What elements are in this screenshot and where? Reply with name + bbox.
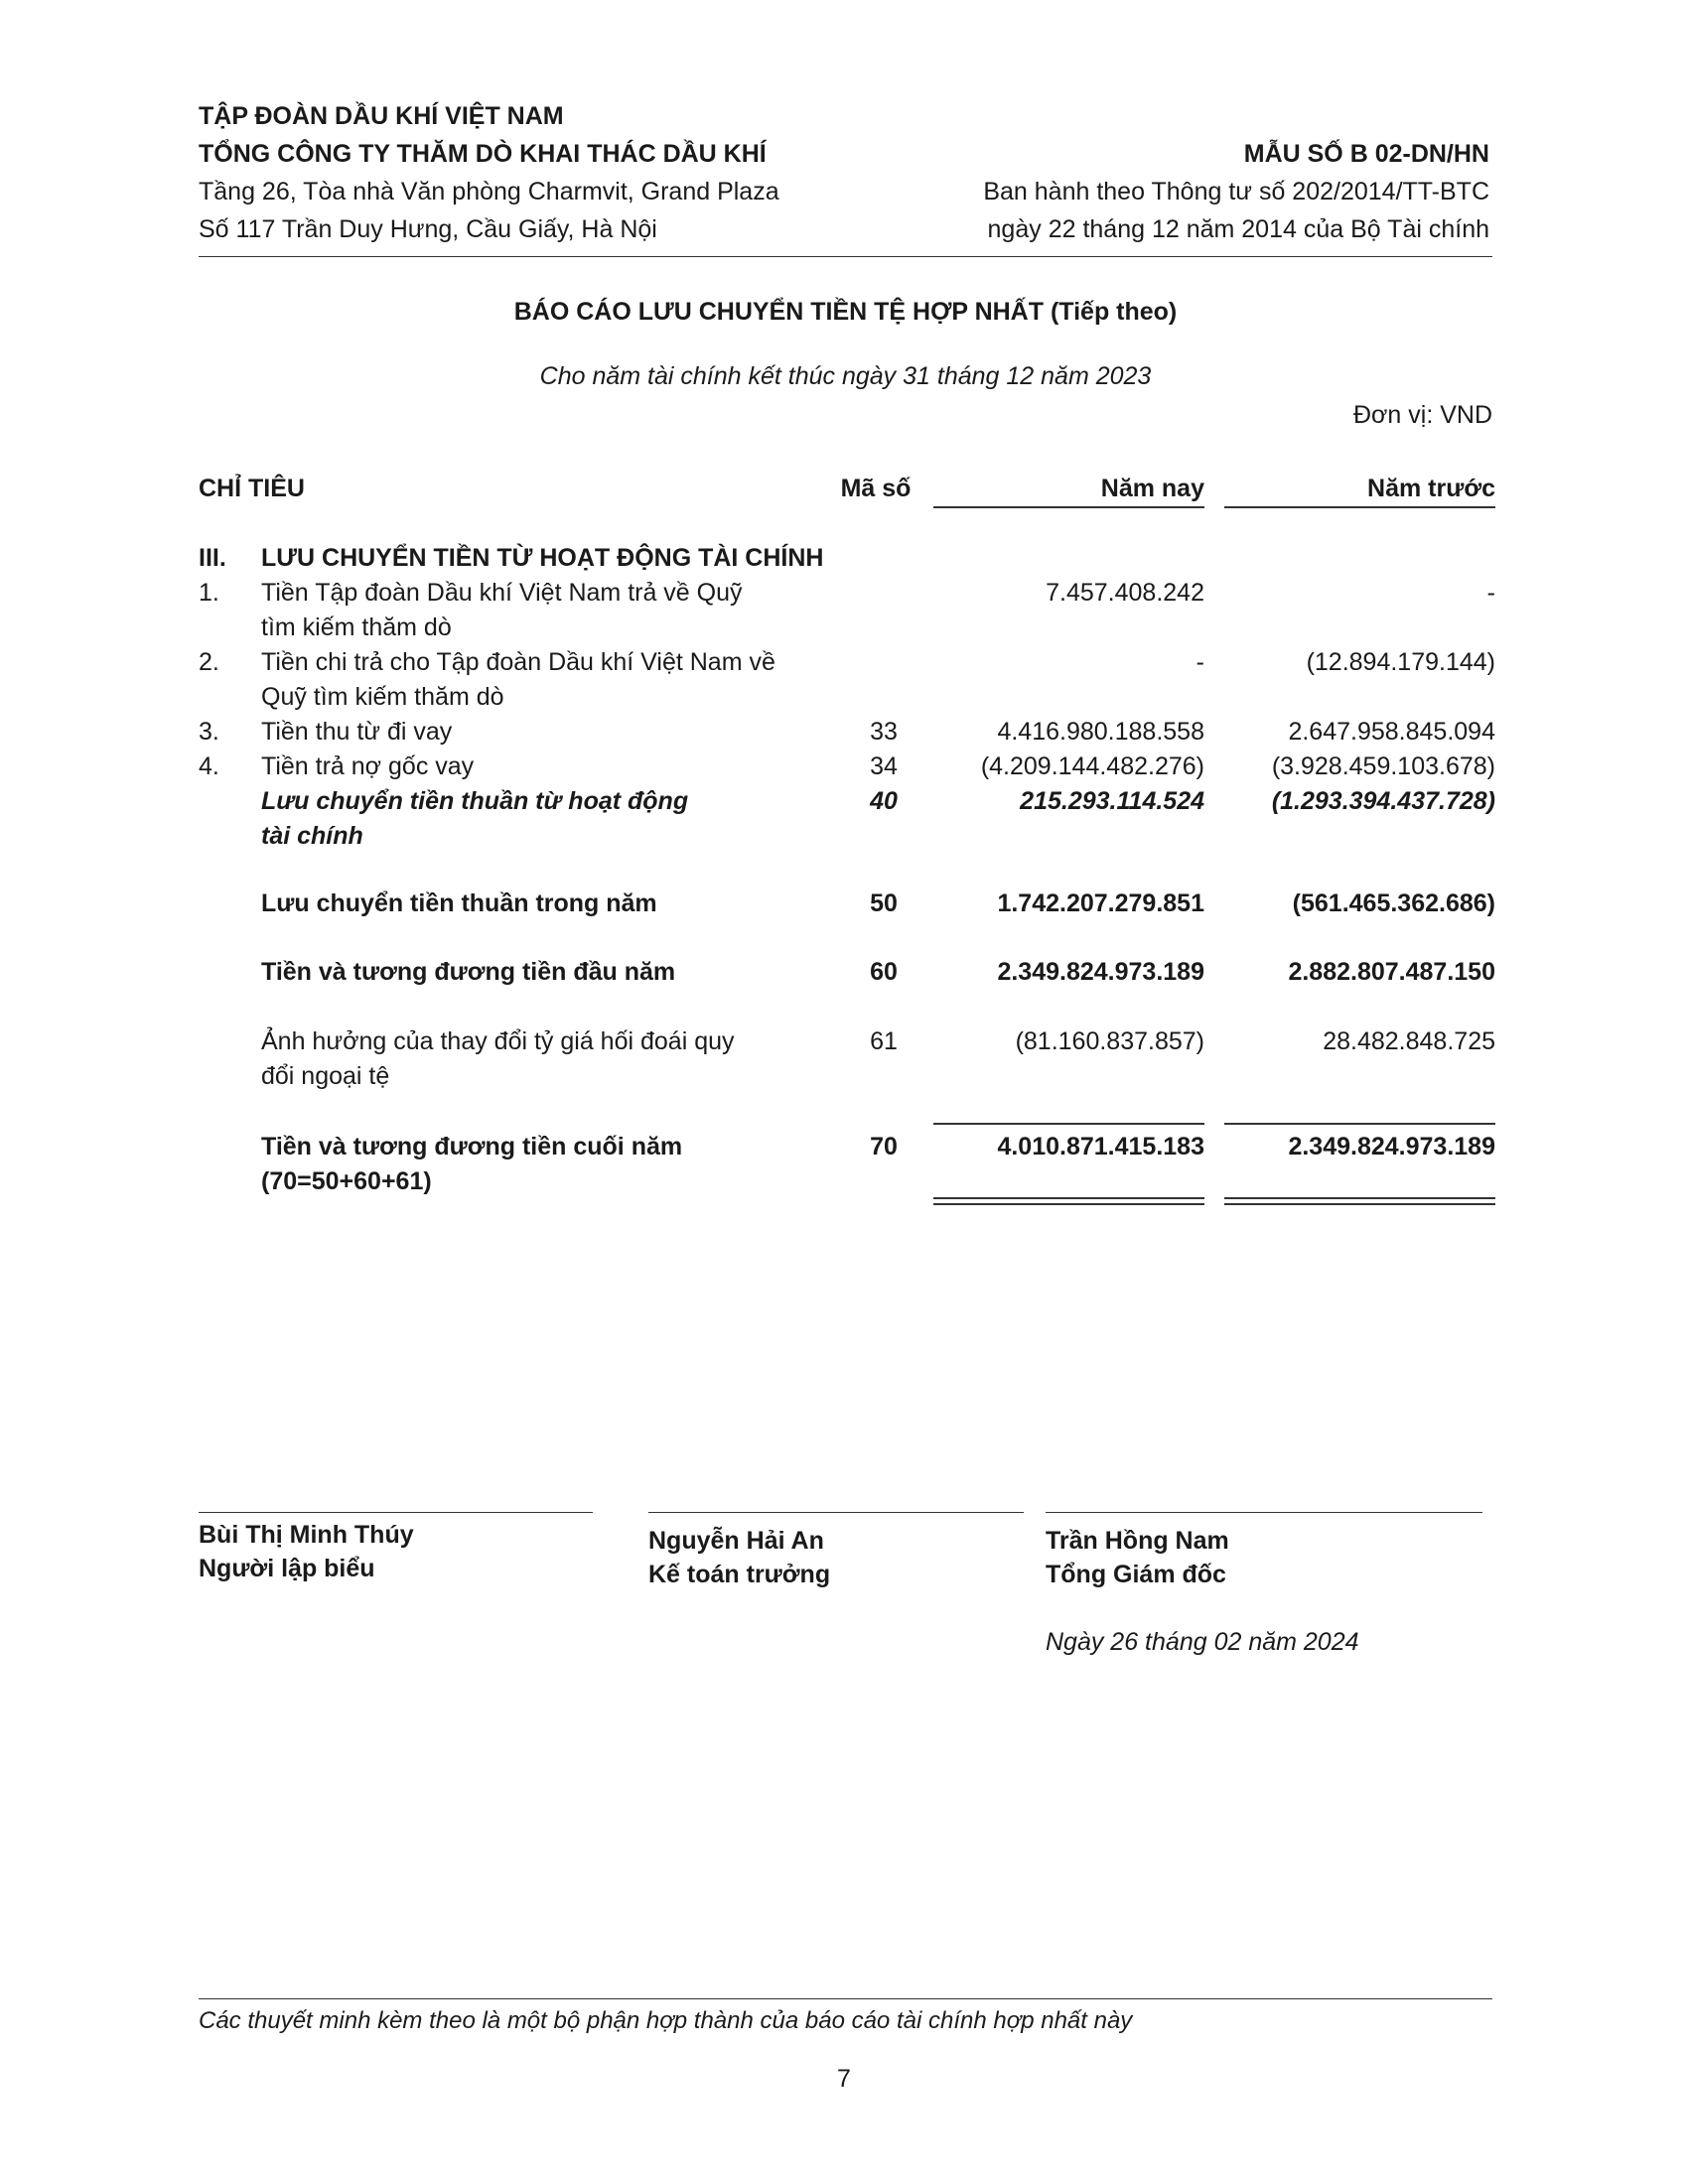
row-number: 4. [199,752,219,780]
row-code: 70 [870,1133,898,1160]
sum-rule-previous [1224,1123,1495,1125]
address-line-2: Số 117 Trần Duy Hưng, Cầu Giấy, Hà Nội [199,215,657,243]
signature-block-chief-accountant [648,1524,830,1591]
row-previous-value: 2.647.958.845.094 [1288,718,1495,746]
footer-divider [199,1998,1492,1999]
row-current-value: 4.416.980.188.558 [997,718,1204,746]
row-number: 2. [199,648,219,676]
signing-date: Ngày 26 tháng 02 năm 2024 [1046,1628,1359,1656]
row-label: Tiền Tập đoàn Dầu khí Việt Nam trả về Quỹ tìm kiếm thăm dò [261,579,743,641]
row-label: Ảnh hưởng của thay đổi tỷ giá hối đoái quy đổi ngoại tệ [261,1027,735,1090]
row-previous-value: 2.882.807.487.150 [1288,958,1495,986]
signatory-title: Kế toán trưởng [648,1561,831,1588]
signature-block-general-director [1046,1524,1229,1591]
row-label: Lưu chuyển tiền thuần trong năm [261,889,657,917]
row-number: 1. [199,579,219,607]
row-code: 33 [870,718,898,746]
row-label: Tiền trả nợ gốc vay [261,752,475,780]
row-current-value: (81.160.837.857) [1015,1027,1204,1055]
row-current-value: 2.349.824.973.189 [997,958,1204,986]
company-name: TỔNG CÔNG TY THĂM DÒ KHAI THÁC DẦU KHÍ [199,140,767,168]
row-previous-value: (1.293.394.437.728) [1271,787,1495,815]
row-current-value: 4.010.871.415.183 [997,1133,1204,1160]
row-code: 34 [870,752,898,780]
signature-block-preparer [199,1518,414,1585]
issued-line-2: ngày 22 tháng 12 năm 2014 của Bộ Tài chính [987,215,1489,243]
form-code: MẪU SỐ B 02-DN/HN [1243,140,1489,168]
double-rule-current [933,1197,1204,1205]
row-previous-value: (3.928.459.103.678) [1271,752,1495,780]
row-previous-value: 28.482.848.725 [1323,1027,1495,1055]
row-code: 61 [870,1027,898,1055]
row-label: Tiền chi trả cho Tập đoàn Dầu khí Việt Nam về Quỹ tìm kiếm thăm dò [261,648,775,711]
page-number: 7 [837,2065,851,2093]
signature-line-chief-accountant [648,1512,1024,1513]
row-previous-value: - [1486,579,1495,607]
group-name: TẬP ĐOÀN DẦU KHÍ VIỆT NAM [199,102,564,130]
row-code: 50 [870,889,898,917]
signatory-name: Trần Hồng Nam [1046,1527,1229,1555]
signatory-title: Tổng Giám đốc [1046,1561,1226,1588]
row-current-value: (4.209.144.482.276) [980,752,1204,780]
row-label: Tiền và tương đương tiền cuối năm (70=50+60+61) [261,1133,683,1195]
signature-line-preparer [199,1512,593,1513]
row-current-value: 7.457.408.242 [1046,579,1204,607]
signature-line-general-director [1046,1512,1482,1513]
signatory-title: Người lập biểu [199,1555,375,1582]
column-header-previous-year: Năm trước [1224,475,1495,508]
row-previous-value: (12.894.179.144) [1306,648,1495,676]
form-header [794,135,1489,248]
row-current-value: 1.742.207.279.851 [997,889,1204,917]
signatory-name: Nguyễn Hải An [648,1527,824,1555]
row-current-value: 215.293.114.524 [1020,787,1204,815]
row-previous-value: 2.349.824.973.189 [1288,1133,1495,1160]
row-code: 60 [870,958,898,986]
footnote: Các thuyết minh kèm theo là một bộ phận hợp thành của báo cáo tài chính hợp nhất này [199,2007,1133,2034]
double-rule-previous [1224,1197,1495,1205]
row-number: 3. [199,718,219,746]
row-label: Tiền và tương đương tiền đầu năm [261,958,676,986]
row-number: III. [199,544,226,572]
address-line-1: Tầng 26, Tòa nhà Văn phòng Charmvit, Grand Plaza [199,178,779,205]
row-label: LƯU CHUYỂN TIỀN TỪ HOẠT ĐỘNG TÀI CHÍNH [261,544,824,572]
issued-line-1: Ban hành theo Thông tư số 202/2014/TT-BTC [983,178,1489,205]
column-header-item: CHỈ TIÊU [199,475,305,502]
row-code: 40 [870,787,898,815]
sum-rule-current [933,1123,1204,1125]
row-label: Tiền thu từ đi vay [261,718,453,746]
signatory-name: Bùi Thị Minh Thúy [199,1521,414,1549]
header-divider [199,256,1492,257]
row-label: Lưu chuyển tiền thuần từ hoạt động tài chính [261,787,689,850]
column-header-current-year: Năm nay [933,475,1204,508]
column-header-code: Mã số [840,475,912,502]
report-title: BÁO CÁO LƯU CHUYỂN TIỀN TỆ HỢP NHẤT (Tiếp theo) [513,298,1178,326]
report-period: Cho năm tài chính kết thúc ngày 31 tháng 12 năm 2023 [539,362,1152,390]
currency-unit: Đơn vị: VND [1352,401,1492,429]
row-current-value: - [1196,648,1204,676]
row-previous-value: (561.465.362.686) [1292,889,1495,917]
